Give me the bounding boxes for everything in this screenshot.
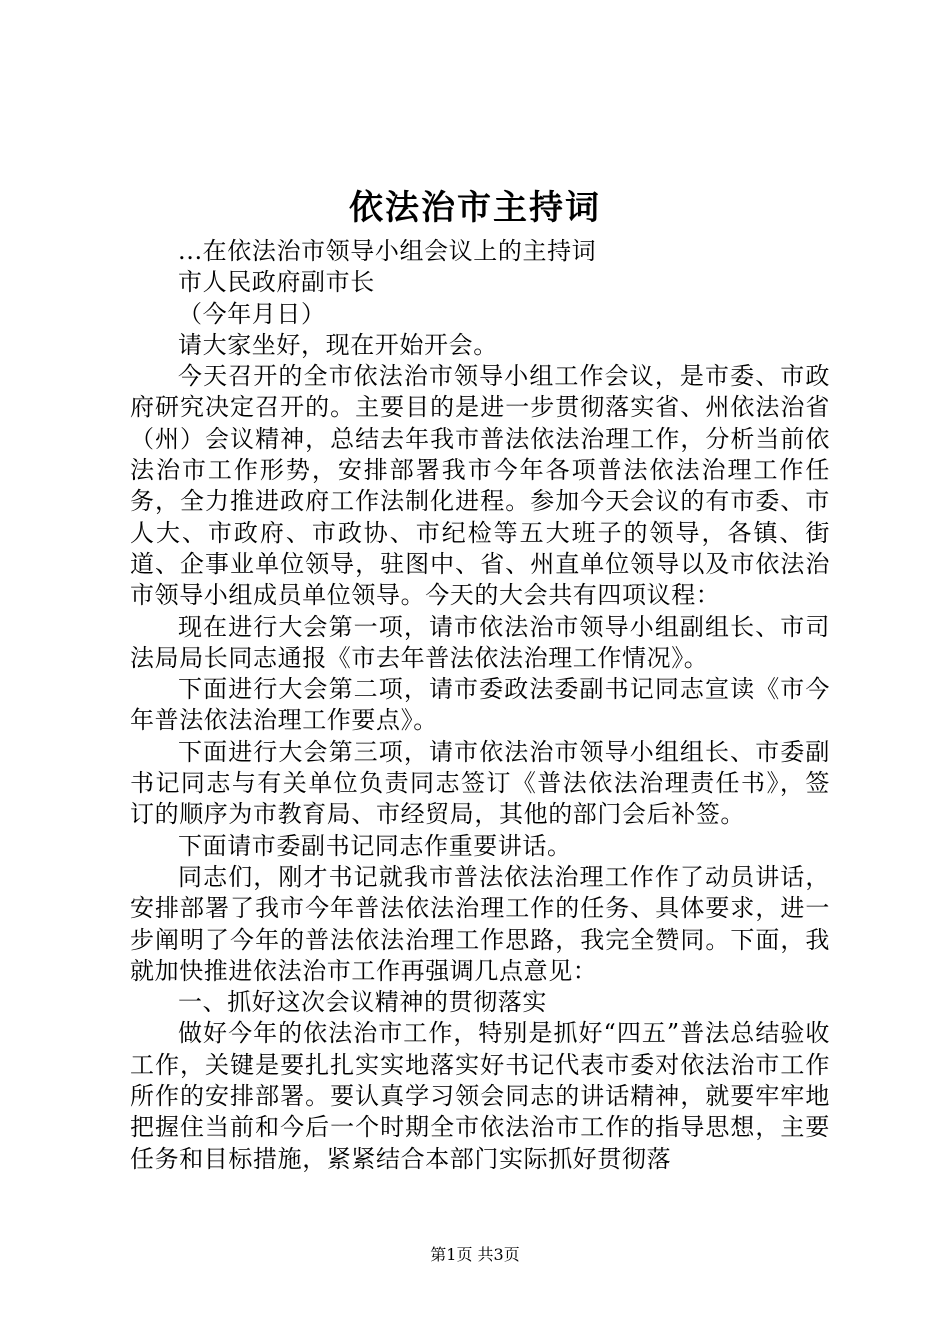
body-paragraph: 现在进行大会第一项，请市依法治市领导小组副组长、市司法局局长同志通报《市去年普法依法治理工作情况》。 — [130, 612, 830, 672]
date-paragraph: （今年月日） — [178, 299, 326, 328]
body-paragraph: 请大家坐好，现在开始开会。 — [178, 330, 498, 359]
subtitle-paragraph: ...在依法治市领导小组会议上的主持词 — [178, 237, 597, 265]
body-paragraph: 做好今年的依法治市工作，特别是抓好“四五”普法总结验收工作，关键是要扎扎实实地落实好书记代表市委对依法治市工作所作的安排部署。要认真学习领会同志的讲话精神，就要牢牢地把握住当前和今后一个时期全市依法治市工作的指导思想，主要任务和目标措施，紧紧结合本部门实际抓好贯彻落 — [130, 1019, 830, 1173]
section-heading: 一、抓好这次会议精神的贯彻落实 — [178, 988, 547, 1017]
body-paragraph: 今天召开的全市依法治市领导小组工作会议，是市委、市政府研究决定召开的。主要目的是进一步贯彻落实省、州依法治省（州）会议精神，总结去年我市普法依法治理工作，分析当前依法治市工作形势，安排部署我市今年各项普法依法治理工作任务，全力推进政府工作法制化进程。参加今天会议的有市委、市人大、市政府、市政协、市纪检等五大班子的领导，各镇、街道、企事业单位领导，驻图中、省、州直单位领导以及市依法治市领导小组成员单位领导。今天的大会共有四项议程： — [130, 362, 830, 610]
body-paragraph: 下面请市委副书记同志作重要讲话。 — [178, 831, 572, 860]
page-footer: 第1页 共3页 — [430, 1245, 520, 1264]
document-body — [130, 236, 830, 1175]
speaker-paragraph: 市人民政府副市长 — [178, 268, 375, 297]
body-paragraph: 同志们，刚才书记就我市普法依法治理工作作了动员讲话，安排部署了我市今年普法依法治理工作的任务、具体要求，进一步阐明了今年的普法依法治理工作思路，我完全赞同。下面，我就加快推进依法治市工作再强调几点意见： — [130, 862, 830, 985]
body-paragraph: 下面进行大会第二项，请市委政法委副书记同志宣读《市今年普法依法治理工作要点》。 — [130, 675, 830, 735]
document-title: 依法治市主持词 — [349, 188, 601, 228]
body-paragraph: 下面进行大会第三项，请市依法治市领导小组组长、市委副书记同志与有关单位负责同志签订《普法依法治理责任书》，签订的顺序为市教育局、市经贸局，其他的部门会后补签。 — [130, 737, 830, 829]
